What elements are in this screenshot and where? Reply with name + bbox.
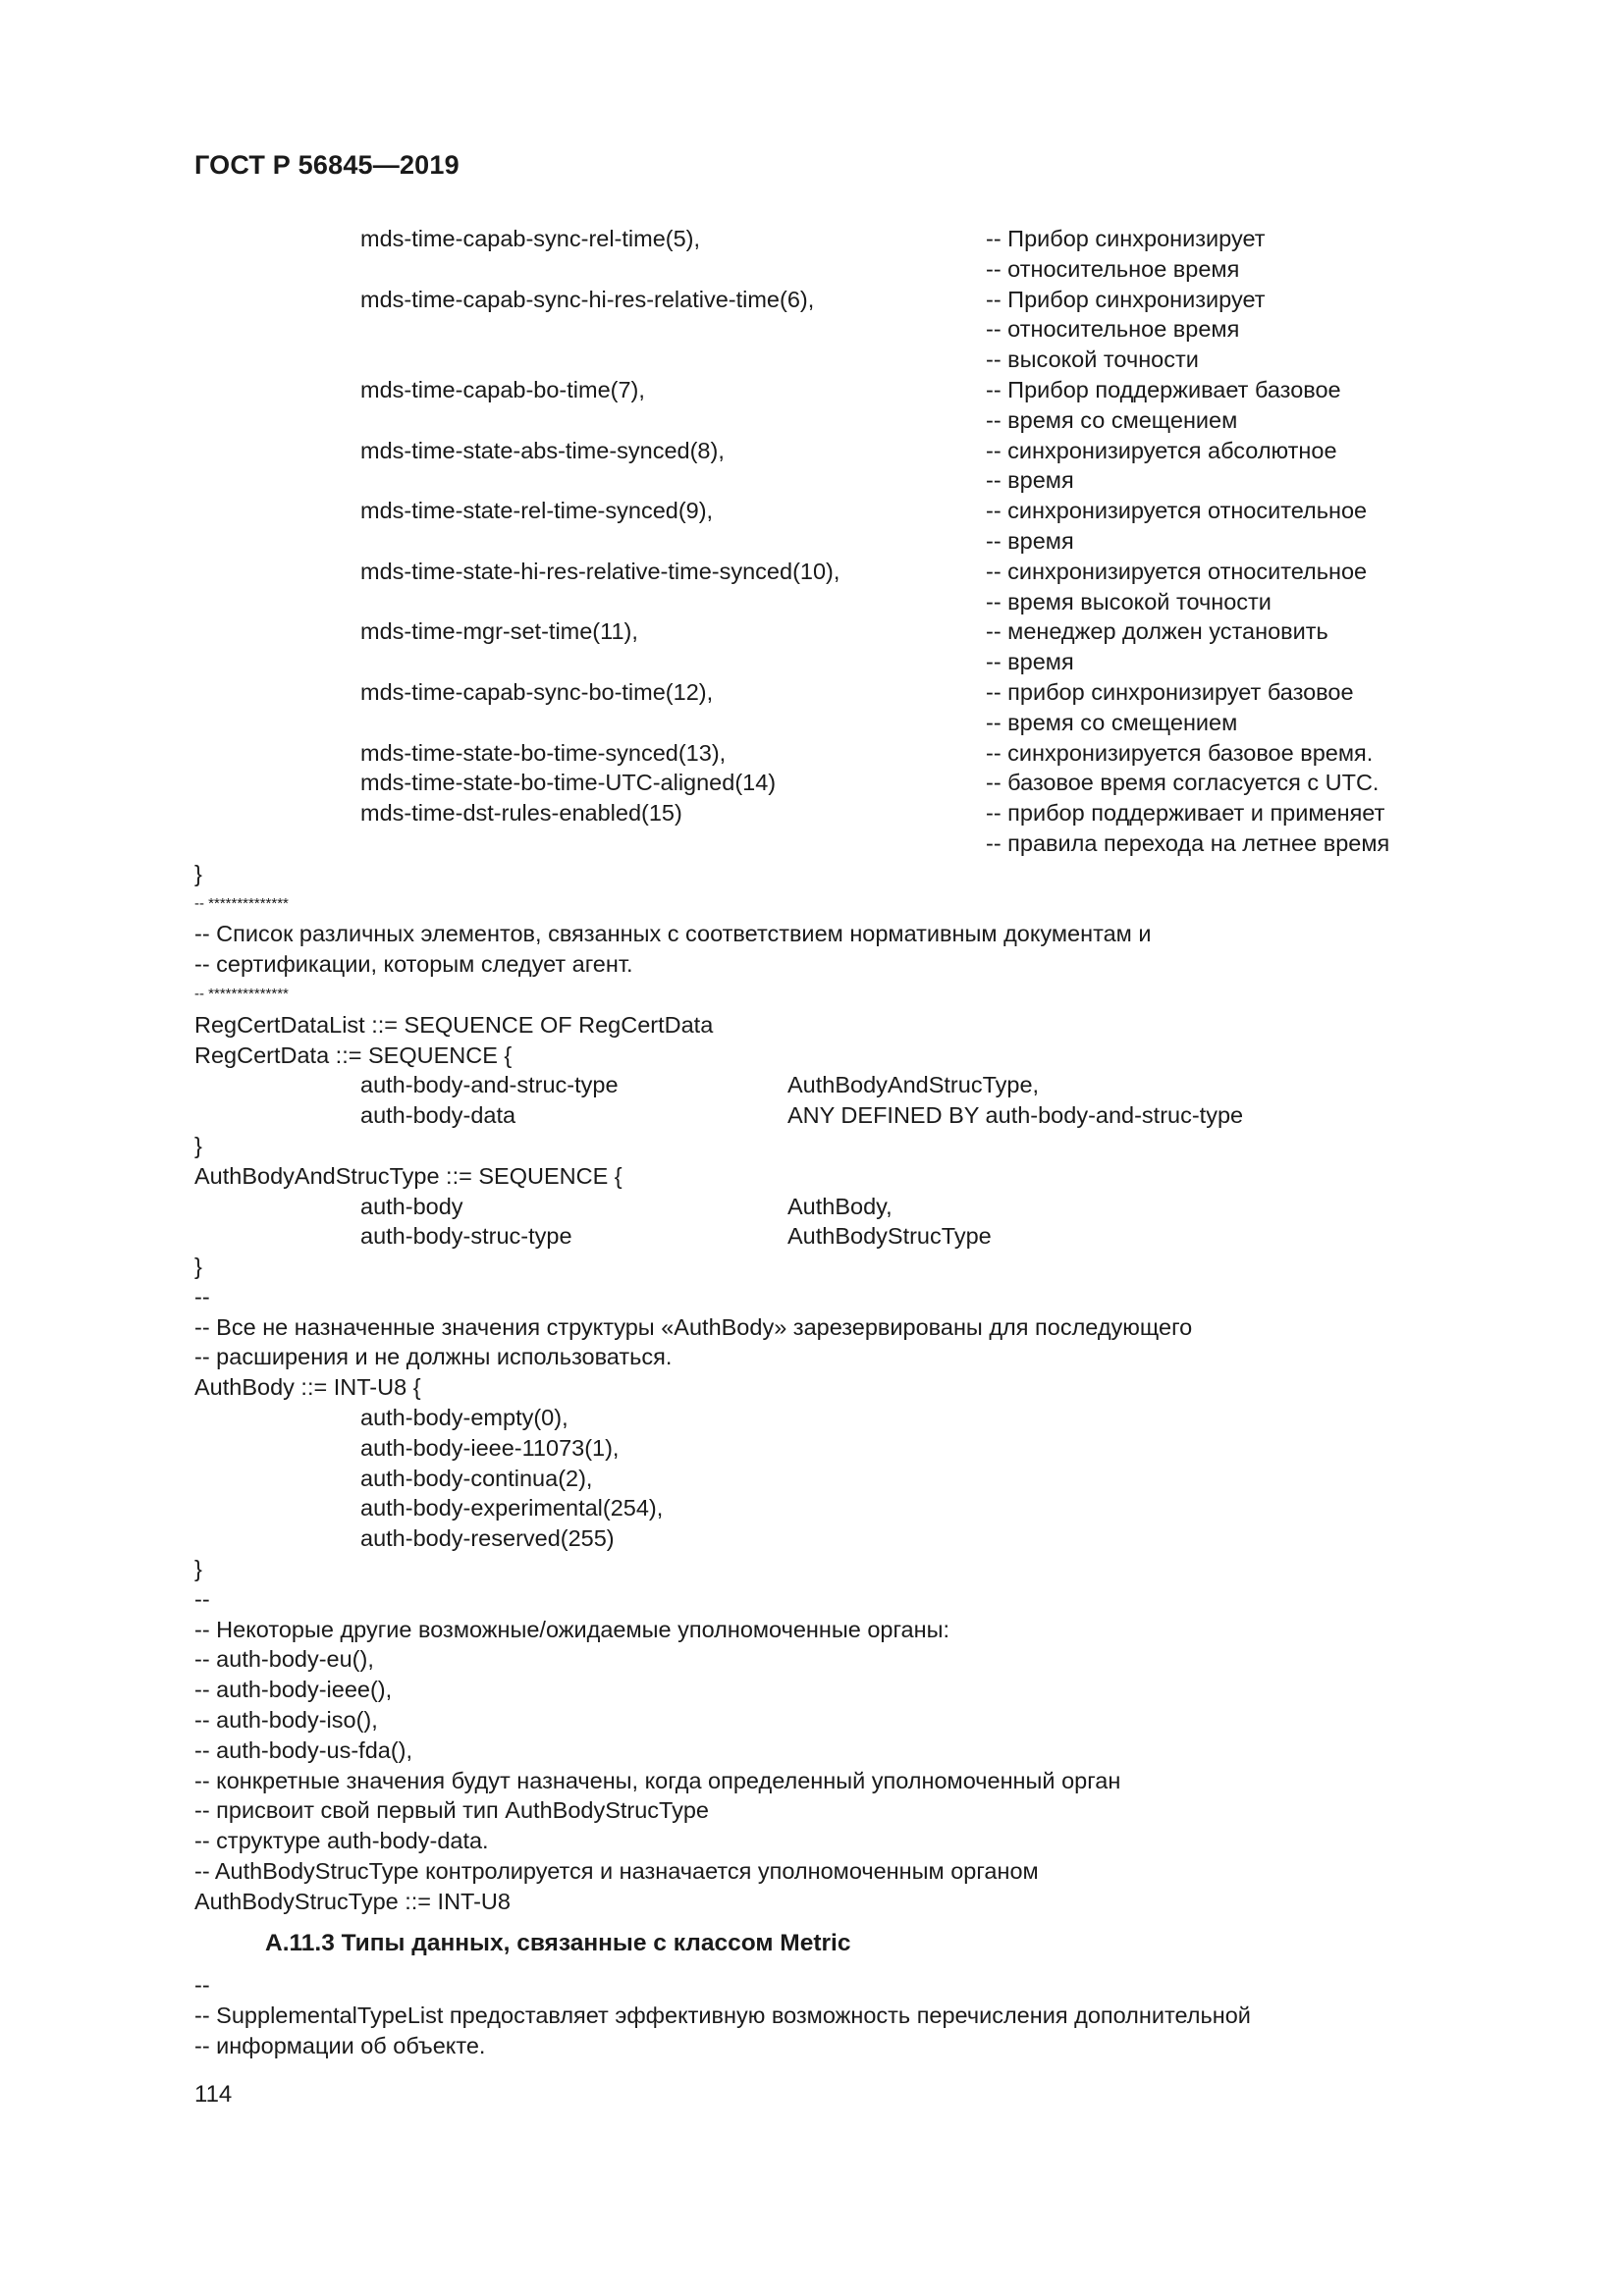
line-code: AuthBodyStrucType ::= INT-U8 [194, 1888, 511, 1914]
line-code: mds-time-capab-sync-hi-res-relative-time(6), [360, 286, 815, 312]
code-line [194, 889, 1471, 920]
code-line [194, 859, 1471, 889]
code-line [194, 1584, 1471, 1615]
line-code: mds-time-capab-sync-bo-time(12), [360, 678, 714, 705]
line-code: -- auth-body-us-fda(), [194, 1736, 413, 1763]
code-line [194, 1735, 1471, 1766]
line-code: ANY DEFINED BY auth-body-and-struc-type [787, 1102, 1244, 1129]
line-code: -- расширения и не должны использоваться. [194, 1344, 673, 1370]
line-comment: -- базовое время согласуется с UTC. [986, 770, 1380, 796]
line-code: -- auth-body-ieee(), [194, 1677, 393, 1703]
line-comment: -- относительное время [986, 255, 1240, 282]
code-line [194, 1010, 1471, 1041]
line-code: RegCertData ::= SEQUENCE { [194, 1041, 513, 1068]
line-comment: -- прибор поддерживает и применяет [986, 800, 1385, 827]
code-line [194, 557, 1471, 587]
line-code: AuthBodyStrucType [787, 1223, 992, 1250]
line-code: RegCertDataList ::= SEQUENCE OF RegCertData [194, 1011, 714, 1038]
code-line [194, 768, 1471, 798]
code-line [194, 1523, 1471, 1554]
code-line [194, 1342, 1471, 1372]
code-line [194, 1372, 1471, 1403]
code-line [194, 436, 1471, 466]
code-line [194, 345, 1471, 375]
line-code: mds-time-state-rel-time-synced(9), [360, 498, 714, 524]
line-code: -- SupplementalTypeList предоставляет эффективную возможность перечисления дополнительной [194, 2002, 1251, 2029]
line-code: mds-time-state-hi-res-relative-time-synced(10), [360, 558, 840, 584]
code-line [194, 1644, 1471, 1675]
code-line [194, 496, 1471, 526]
line-code: } [194, 1254, 202, 1280]
line-code: mds-time-dst-rules-enabled(15) [360, 800, 682, 827]
line-comment: -- время [986, 649, 1074, 675]
line-code: -- [194, 1585, 210, 1612]
code-line [194, 2031, 1471, 2061]
line-comment: -- относительное время [986, 316, 1240, 343]
code-line [194, 1675, 1471, 1705]
code-line [194, 285, 1471, 315]
code-line [194, 375, 1471, 405]
line-code: auth-body-and-struc-type [360, 1072, 619, 1098]
line-code: -- [194, 1283, 210, 1309]
document-body [194, 224, 1471, 2061]
line-comment: -- синхронизируется базовое время. [986, 739, 1374, 766]
line-code: -- ************** [194, 894, 289, 912]
line-code: -- информации об объекте. [194, 2033, 486, 2059]
code-line [194, 1041, 1471, 1071]
line-code: -- [194, 1972, 210, 1999]
code-line [194, 1070, 1471, 1100]
line-code: auth-body-reserved(255) [360, 1525, 615, 1552]
line-code: } [194, 860, 202, 886]
line-code: mds-time-state-bo-time-UTC-aligned(14) [360, 770, 777, 796]
code-line [194, 1970, 1471, 2001]
line-comment: -- время со смещением [986, 709, 1238, 735]
line-comment: -- время высокой точности [986, 588, 1272, 614]
line-comment: -- менеджер должен установить [986, 618, 1328, 645]
line-code: auth-body-struc-type [360, 1223, 572, 1250]
line-comment: -- Прибор синхронизирует [986, 226, 1266, 251]
line-code: -- конкретные значения будут назначены, когда определенный уполномоченный орган [194, 1767, 1121, 1793]
page-header: ГОСТ Р 56845—2019 [194, 150, 460, 180]
line-code: AuthBody ::= INT-U8 { [194, 1374, 421, 1401]
line-code: -- присвоит свой первый тип AuthBodyStrucType [194, 1797, 709, 1824]
line-comment: -- синхронизируется относительное [986, 558, 1368, 584]
line-code: AuthBody, [787, 1193, 893, 1219]
line-code: mds-time-capab-sync-rel-time(5), [360, 226, 701, 251]
line-code: -- Некоторые другие возможные/ожидаемые уполномоченные органы: [194, 1616, 950, 1642]
code-line [194, 708, 1471, 738]
code-line [194, 616, 1471, 647]
line-code: AuthBodyAndStrucType, [787, 1072, 1040, 1098]
line-code: -- auth-body-eu(), [194, 1646, 374, 1673]
line-code: auth-body-empty(0), [360, 1405, 568, 1431]
line-code: -- структуре auth-body-data. [194, 1828, 489, 1854]
code-line [194, 1856, 1471, 1887]
code-line [194, 1766, 1471, 1796]
line-code: -- ************** [194, 985, 289, 1002]
code-line [194, 1826, 1471, 1856]
code-line [194, 465, 1471, 496]
code-line [194, 980, 1471, 1010]
code-line [194, 1131, 1471, 1161]
line-code: auth-body-continua(2), [360, 1465, 593, 1491]
code-line [194, 224, 1471, 254]
code-line [194, 405, 1471, 436]
code-line [194, 1282, 1471, 1312]
code-line [194, 587, 1471, 617]
line-code: } [194, 1556, 202, 1582]
line-code: -- AuthBodyStrucType контролируется и назначается уполномоченным органом [194, 1858, 1039, 1885]
code-line [194, 1433, 1471, 1464]
line-comment: -- синхронизируется абсолютное [986, 437, 1337, 463]
code-line [194, 1705, 1471, 1735]
line-code: -- Список различных элементов, связанных с соответствием нормативным документам и [194, 921, 1152, 947]
line-comment: -- время [986, 527, 1074, 554]
line-comment: -- время [986, 467, 1074, 494]
line-code: -- сертификации, которым следует агент. [194, 951, 633, 978]
code-line [194, 1252, 1471, 1282]
line-code: -- auth-body-iso(), [194, 1707, 378, 1734]
line-comment: -- Прибор поддерживает базовое [986, 376, 1341, 402]
page-number: 114 [194, 2081, 233, 2108]
line-comment: -- прибор синхронизирует базовое [986, 678, 1354, 705]
code-line [194, 828, 1471, 859]
line-code: mds-time-capab-bo-time(7), [360, 376, 645, 402]
line-code: mds-time-state-bo-time-synced(13), [360, 739, 727, 766]
line-code: mds-time-state-abs-time-synced(8), [360, 437, 725, 463]
line-code: mds-time-mgr-set-time(11), [360, 618, 638, 645]
code-line [194, 647, 1471, 677]
code-line [194, 798, 1471, 828]
code-line [194, 1403, 1471, 1433]
code-line [194, 526, 1471, 557]
code-line [194, 1493, 1471, 1523]
code-line [194, 919, 1471, 949]
code-line [194, 314, 1471, 345]
code-line [194, 254, 1471, 285]
section-heading: А.11.3 Типы данных, связанные с классом Metric [265, 1929, 851, 1956]
code-line [194, 1464, 1471, 1494]
line-comment: -- правила перехода на летнее время [986, 829, 1390, 856]
code-line [194, 1221, 1471, 1252]
code-line [194, 1100, 1471, 1131]
code-line [194, 1312, 1471, 1343]
code-line [194, 1161, 1471, 1192]
code-line [194, 1554, 1471, 1584]
line-code: auth-body-data [360, 1102, 516, 1129]
line-code: auth-body-experimental(254), [360, 1495, 664, 1522]
line-code: auth-body-ieee-11073(1), [360, 1434, 620, 1461]
line-code: auth-body [360, 1193, 463, 1219]
line-comment: -- Прибор синхронизирует [986, 286, 1266, 312]
code-line [194, 949, 1471, 980]
code-line [194, 2001, 1471, 2031]
code-line [194, 738, 1471, 769]
code-line [194, 1887, 1471, 1917]
line-comment: -- синхронизируется относительное [986, 498, 1368, 524]
code-line [194, 1192, 1471, 1222]
code-line [194, 677, 1471, 708]
code-line [194, 1795, 1471, 1826]
line-code: -- Все не назначенные значения структуры «AuthBody» зарезервированы для последующего [194, 1313, 1193, 1340]
line-code: AuthBodyAndStrucType ::= SEQUENCE { [194, 1162, 623, 1189]
line-comment: -- высокой точности [986, 347, 1199, 373]
code-line [194, 1615, 1471, 1645]
line-comment: -- время со смещением [986, 406, 1238, 433]
line-code: } [194, 1132, 202, 1158]
